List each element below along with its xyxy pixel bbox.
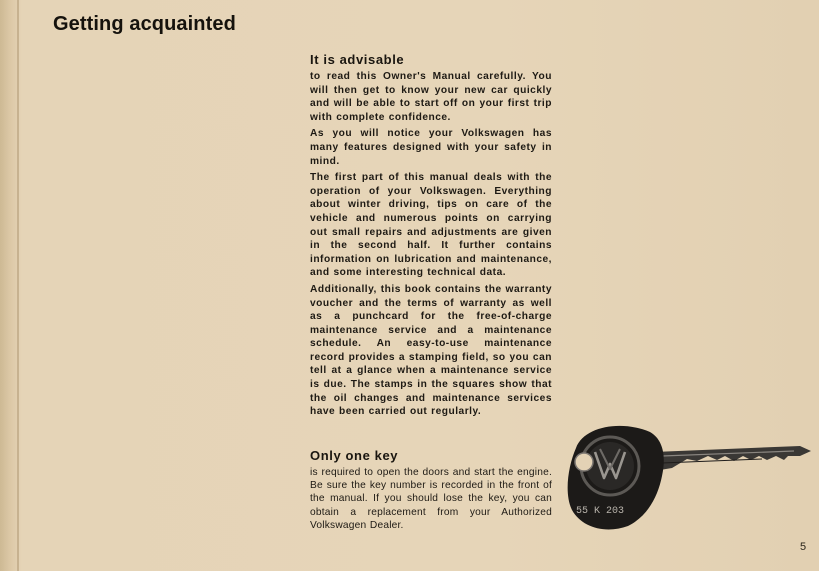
paragraph: to read this Owner's Manual carefully. You will then get to know your new car quickly and will be able to start off on your first trip with complete confidence. xyxy=(310,71,552,123)
section-heading: Only one key xyxy=(310,448,399,463)
vw-key-image xyxy=(562,418,814,536)
key-number-stamp: 55 K 203 xyxy=(576,506,625,517)
section-only-one-key xyxy=(310,448,552,535)
book-spine xyxy=(17,0,19,571)
page-number: 5 xyxy=(800,541,807,553)
section-heading: It is advisable xyxy=(310,52,405,67)
section-advisable xyxy=(310,52,552,422)
paragraph: is required to open the doors and start the engine. Be sure the key number is recorded in the front of the manual. If you should lose the key, you can obtain a replacement from your Authorized Volkswagen Dealer. xyxy=(310,467,552,531)
paragraph: The first part of this manual deals with the operation of your Volkswagen. Everything about winter driving, tips on care of the vehicle and numerous points on carrying out small repairs and adjustments are given in the second half. It further contains information on lubrication and maintenance, and some interesting technical data. xyxy=(310,172,552,279)
key-ring-hole xyxy=(575,453,593,471)
page-title: Getting acquainted xyxy=(53,13,236,35)
key-illustration xyxy=(562,418,814,536)
paragraph: As you will notice your Volkswagen has many features designed with your safety in mind. xyxy=(310,128,552,167)
paragraph: Additionally, this book contains the warranty voucher and the terms of warranty as well as a punchcard for the free-of-charge maintenance service and a maintenance schedule. An easy-to-use maintenance record provides a stamping field, so you can tell at a glance when a maintenance service is due. The stamps in the squares show that the oil changes and maintenance services have been carried out regularly. xyxy=(310,283,552,418)
key-blade xyxy=(654,446,811,471)
